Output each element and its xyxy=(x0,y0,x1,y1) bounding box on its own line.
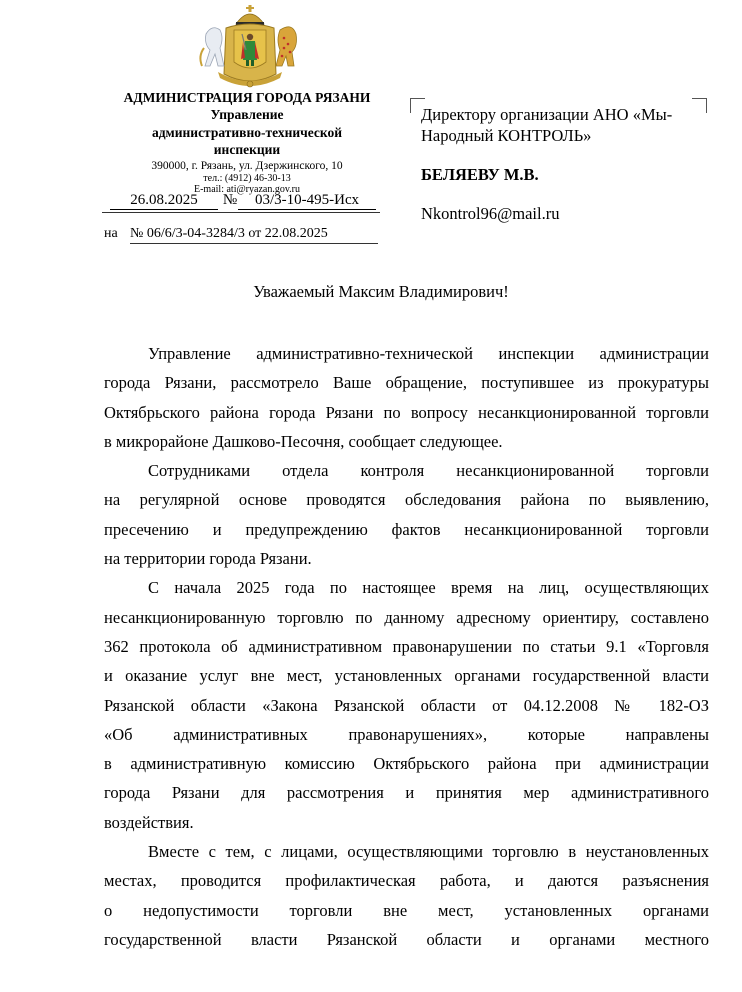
reply-reference-line xyxy=(104,225,378,243)
body-line: Управление административно-технической инспекции администрации xyxy=(148,344,709,363)
body-line: города Рязани, рассмотрело Ваше обращение, поступившее из прокуратуры xyxy=(104,373,709,393)
body-line: местах, проводится профилактическая работа, и даются разъяснения xyxy=(104,871,709,891)
body-line: города Рязани для рассмотрения и принятия мер административного xyxy=(104,783,709,803)
body-line: воздействия. xyxy=(104,812,194,832)
body-line: в административную комиссию Октябрьского района при администрации xyxy=(104,754,709,774)
sender-phone: тел.: (4912) 46-30-13 xyxy=(203,172,291,184)
addressee-email: Nkontrol96@mail.ru xyxy=(421,204,560,223)
registration-line xyxy=(102,191,374,209)
number-sign: № xyxy=(222,192,238,208)
body-line: 362 протокола об административном правонарушении по статьи 9.1 «Торговля xyxy=(104,636,709,656)
body-paragraph xyxy=(104,837,709,954)
body-line: государственной власти Рязанской области и органами местного xyxy=(104,929,709,949)
addressee-name: БЕЛЯЕВУ М.В. xyxy=(421,165,539,184)
organization-name: АДМИНИСТРАЦИЯ ГОРОДА РЯЗАНИ xyxy=(123,90,371,105)
body-line: о недопустимости торговли вне мест, установленных органами xyxy=(104,900,709,920)
sender-address: 390000, г. Рязань, ул. Дзержинского, 10 xyxy=(151,159,343,172)
department-name-line: Управление xyxy=(210,107,284,122)
body-line: С начала 2025 года по настоящее время на лиц, осуществляющих xyxy=(148,578,709,598)
body-line: на регулярной основе проводятся обследования района по выявлению, xyxy=(104,490,709,510)
addressee-title-line: Директору организации АНО «Мы- xyxy=(421,105,673,124)
addressee-title-line: Народный КОНТРОЛЬ» xyxy=(421,126,592,145)
outgoing-date: 26.08.2025 xyxy=(110,191,218,210)
body-paragraph xyxy=(104,456,709,573)
body-paragraph xyxy=(104,339,709,456)
body-paragraph xyxy=(104,573,709,837)
reply-reference: № 06/6/3-04-3284/3 от 22.08.2025 xyxy=(130,225,378,244)
department-name-line: административно-технической xyxy=(151,124,343,140)
reply-prefix: на xyxy=(104,226,118,241)
body-line: Рязанской области «Закона Рязанской области от 04.12.2008 № 182-ОЗ xyxy=(104,695,709,715)
outgoing-number: 03/3-10-495-Исх xyxy=(238,191,376,210)
sender-email: E-mail: ati@ryazan.gov.ru xyxy=(193,184,301,195)
department-name-line: инспекции xyxy=(213,142,281,157)
body-line: в микрорайоне Дашково-Песочня, сообщает следующее. xyxy=(104,431,503,451)
body-line: несанкционированную торговлю по данному адресному ориентиру, составлено xyxy=(104,607,709,627)
sender-header xyxy=(102,90,392,196)
body-line: на территории города Рязани. xyxy=(104,549,312,569)
salutation: Уважаемый Максим Владимирович! xyxy=(253,282,509,301)
coat-of-arms-icon xyxy=(196,4,304,90)
body-line: и оказание услуг вне мест, установленных органами государственной власти xyxy=(104,666,709,686)
body-line: пресечению и предупреждению фактов несанкционированной торговли xyxy=(104,519,709,539)
body-line: Сотрудниками отдела контроля несанкционированной торговли xyxy=(148,461,709,481)
letter-body xyxy=(104,339,709,954)
body-line: Вместе с тем, с лицами, осуществляющими торговлю в неустановленных xyxy=(148,842,709,862)
header-divider xyxy=(102,212,380,213)
body-line: Октябрьского района города Рязани по вопросу несанкционированной торговли xyxy=(104,402,709,422)
addressee-block xyxy=(421,104,701,224)
body-line: «Об административных правонарушениях», которые направлены xyxy=(104,724,709,744)
